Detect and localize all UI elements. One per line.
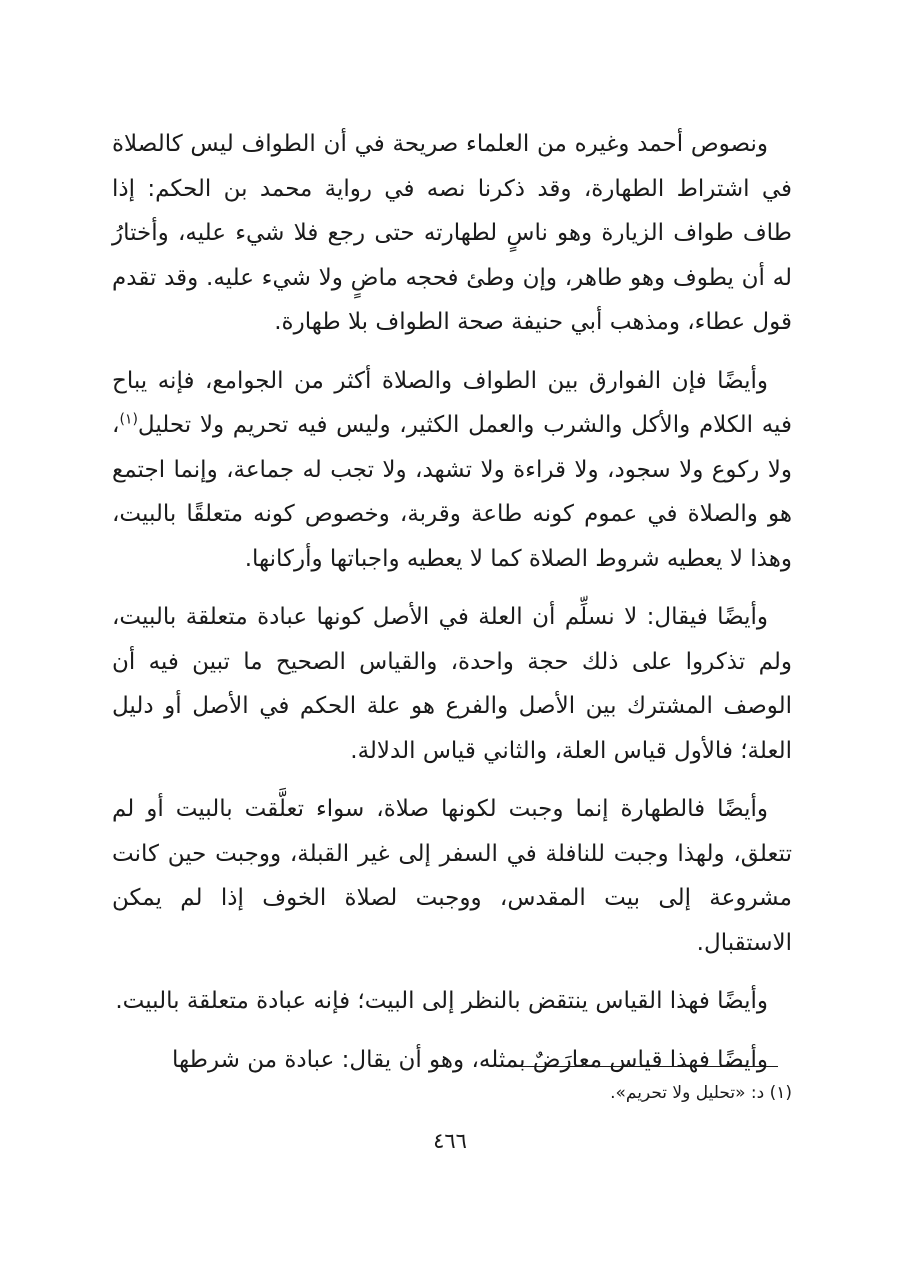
footnote: (١) د: «تحليل ولا تحريم». bbox=[610, 1083, 792, 1103]
paragraph-3: وأيضًا فيقال: لا نسلِّم أن العلة في الأصل كونها عبادة متعلقة بالبيت، ولم تذكروا على ذلك حجة واحدة، والقياس الصحيح ما تبين فيه أن الوصف المشترك بين الأصل والفرع هو علة الحكم في الأصل أو دليل العلة؛ فالأول قياس العلة، والثاني قياس الدلالة. bbox=[112, 604, 792, 764]
main-text bbox=[112, 122, 792, 1096]
paragraph-5: وأيضًا فهذا القياس ينتقض بالنظر إلى البيت؛ فإنه عبادة متعلقة بالبيت. bbox=[115, 988, 768, 1014]
page-number: ٤٦٦ bbox=[433, 1129, 467, 1153]
paragraph-2 bbox=[112, 359, 792, 582]
paragraph-4: وأيضًا فالطهارة إنما وجبت لكونها صلاة، سواء تعلَّقت بالبيت أو لم تتعلق، ولهذا وجبت للنافلة في السفر إلى غير القبلة، ووجبت حين كانت مشروعة إلى بيت المقدس، ووجبت لصلاة الخوف إذا لم يمكن الاستقبال. bbox=[112, 796, 792, 956]
footnote-reference[interactable]: (١) bbox=[119, 411, 138, 428]
footnote-divider bbox=[510, 1066, 778, 1067]
paragraph-1: ونصوص أحمد وغيره من العلماء صريحة في أن الطواف ليس كالصلاة في اشتراط الطهارة، وقد ذكرنا نصه في رواية محمد بن الحكم: إذا طاف طواف الزيارة وهو ناسٍ لطهارته حتى رجع فلا شيء عليه، وأختارُ له أن يطوف وهو طاهر، وإن وطئ فحجه ماضٍ ولا شيء عليه. وقد تقدم قول عطاء، ومذهب أبي حنيفة صحة الطواف بلا طهارة. bbox=[112, 131, 792, 335]
paragraph-2-part-2: ، ولا ركوع ولا سجود، ولا قراءة ولا تشهد، ولا تجب له جماعة، وإنما اجتمع هو والصلاة في عموم كونه طاعة وقربة، وخصوص كونه متعلقًا بالبيت، وهذا لا يعطيه شروط الصلاة كما لا يعطيه واجباتها وأركانها. bbox=[112, 412, 792, 572]
paragraph-6: وأيضًا فهذا قياس معارَضٌ بمثله، وهو أن يقال: عبادة من شرطها bbox=[172, 1046, 768, 1073]
paragraph-2-part-1: وأيضًا فإن الفوارق بين الطواف والصلاة أكثر من الجوامع، فإنه يباح فيه الكلام والأكل والشرب والعمل الكثير، وليس فيه تحريم ولا تحليل bbox=[112, 367, 792, 438]
